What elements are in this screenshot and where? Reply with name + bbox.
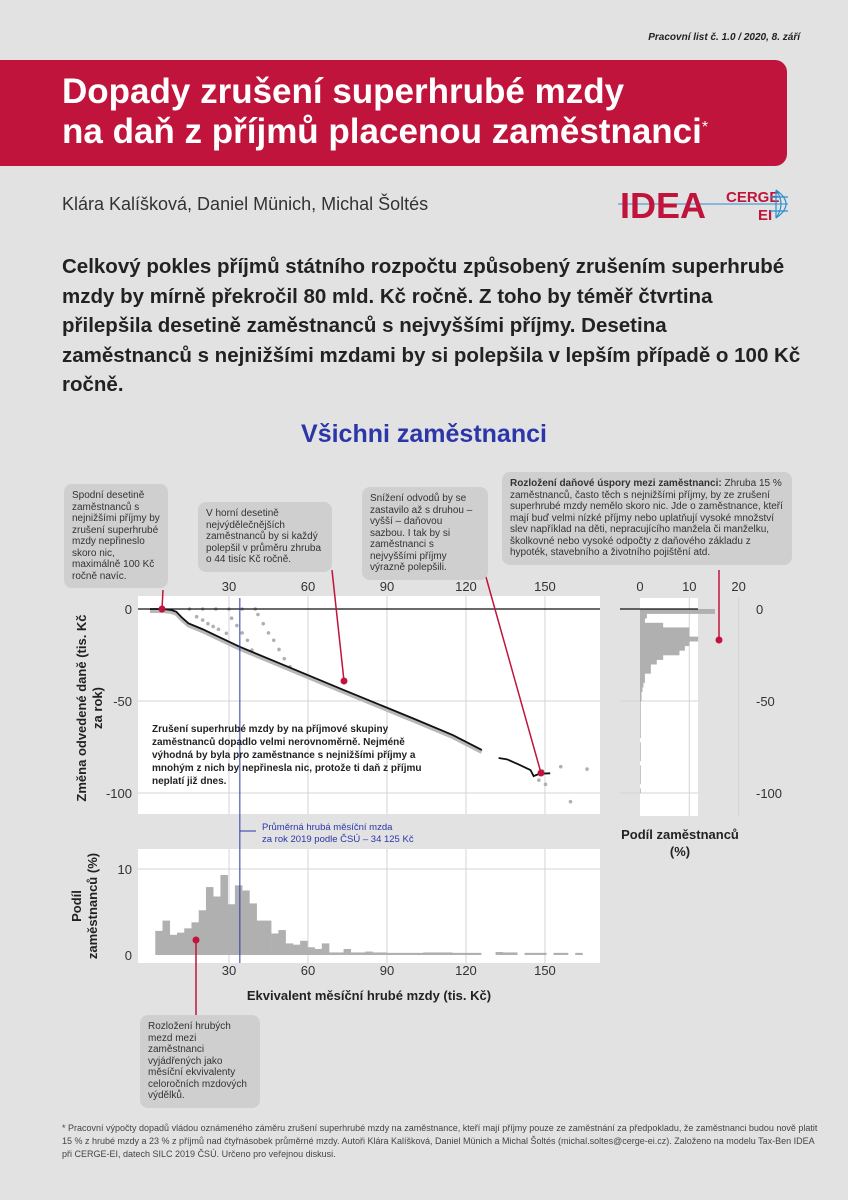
idea-cerge-logo	[618, 180, 793, 224]
hist-bar	[155, 931, 163, 955]
right-hist-bar	[640, 627, 689, 632]
right-hist-bar	[640, 623, 663, 628]
scatter-point	[585, 767, 589, 771]
main-y-axis-label: Změna odvedené daně (tis. Kč za rok)	[74, 614, 105, 802]
right-hist-bar	[640, 710, 641, 715]
hist-bar	[220, 875, 228, 955]
hist-bar	[387, 953, 395, 955]
hist-bar	[445, 952, 453, 955]
main-y-tick-label: -100	[105, 786, 132, 801]
hist-bar	[510, 952, 518, 955]
right-hist-x-axis-label: Podíl zaměstnanců (%)	[621, 827, 739, 859]
title-line-2-text: na daň z příjmů placenou zaměstnanci	[62, 112, 702, 151]
main-x-tick-label: 120	[455, 579, 477, 594]
hist-bar	[257, 921, 265, 955]
hist-x-tick-label: 30	[221, 963, 237, 978]
scatter-point	[569, 800, 573, 804]
hist-bar	[264, 921, 272, 955]
hist-bar	[372, 952, 380, 955]
callout-distribution	[502, 472, 792, 565]
hist-bar	[300, 941, 308, 955]
authors: Klára Kalíšková, Daniel Münich, Michal Šoltés	[62, 194, 429, 214]
hist-x-tick-label: 150	[534, 963, 556, 978]
main-x-tick-label: 90	[379, 579, 395, 594]
hist-bar	[163, 921, 171, 955]
hist-bar	[249, 903, 257, 955]
hist-bar	[503, 952, 511, 955]
page-title	[62, 72, 708, 152]
hist-bar	[242, 891, 250, 956]
main-y-tick-label: 0	[124, 602, 132, 617]
right-hist-bar	[640, 660, 657, 665]
hist-bar	[459, 953, 467, 955]
scatter-point	[240, 631, 244, 635]
lead-paragraph: Celkový pokles příjmů státního rozpočtu způsobený zrušením superhrubé mzdy by mírně překročil 80 mld. Kč ročně. Z toho by téměř čtvrtina přilepšila desetině zaměstnanců s nejvyššími příjmy. Desetina zaměstnanců s nejnižšími mzdami by si polepšila v lepším případě o 100 Kč ročně.	[62, 255, 801, 396]
logo-idea: IDEA	[620, 185, 707, 224]
hist-bar	[271, 934, 279, 956]
hist-x-tick-label: 120	[455, 963, 477, 978]
right-hist-bar	[640, 655, 663, 660]
right-y-tick-label: 0	[756, 602, 764, 617]
right-hist-bar	[640, 609, 715, 614]
hist-bar	[532, 953, 540, 955]
callout-dot	[716, 637, 723, 644]
hist-bar	[184, 928, 192, 955]
scatter-point	[225, 631, 229, 635]
right-hist-bar	[640, 756, 641, 761]
hist-bar	[438, 952, 446, 955]
right-hist-bar	[640, 770, 641, 775]
right-hist-bar	[640, 687, 642, 692]
right-hist-bar	[640, 692, 641, 697]
hist-bar	[467, 953, 475, 955]
right-hist-bar	[640, 706, 641, 711]
hist-bar	[235, 885, 243, 955]
right-hist-bar	[640, 618, 645, 623]
hist-bar	[380, 952, 388, 955]
hist-bar	[474, 953, 482, 955]
footnote: * Pracovní výpočty dopadů vládou oznámeného záměru zrušení superhrubé mzdy na zaměstnance, kteří mají příjmy pouze ze zaměstnání za předpokladu, že zaměstnanci budou nově platit 15 % z hrubé mzdy a 23 % z příjmů nad čtyřnásobek průměrné mzdy. Autoři Klára Kalíšková, Daniel Münich a Michal Šoltés (michal.soltes@cerge-ei.cz). Založeno na modelu Tax-Ben IDEA při CERGE-EI, datech SILC 2019 ČSÚ. Určeno pro veřejnou diskusi.	[62, 1123, 818, 1159]
scatter-point	[206, 622, 210, 626]
title-line-1: Dopady zrušení superhrubé mzdy	[62, 72, 625, 111]
callout-bottom-decile: Spodní desetině zaměstnanců s nejnižšími příjmy by zrušení superhrubé mzdy nepřineslo skoro nic, maximálně 100 Kč ročně navíc.	[64, 484, 168, 588]
scatter-point	[537, 778, 541, 782]
right-hist-bar	[640, 719, 641, 724]
right-hist-bar	[640, 729, 641, 734]
callout-distribution-heading: Rozložení daňové úspory mezi zaměstnanci:	[510, 478, 722, 489]
right-hist-bar	[640, 779, 641, 784]
hist-bar	[416, 953, 424, 955]
right-hist-bar	[640, 664, 651, 669]
hist-bar	[430, 952, 438, 955]
title-line-2	[62, 112, 708, 152]
hist-x-tick-label: 90	[379, 963, 395, 978]
hist-bar	[452, 953, 460, 955]
hist-bar	[293, 945, 301, 955]
right-hist-bar	[640, 669, 651, 674]
callout-wage-distribution: Rozložení hrubých mezd mezi zaměstnanci vyjádřených jako měsíční ekvivalenty celoročních mzdových výdělků.	[140, 1015, 260, 1108]
logo-cerge: CERGE	[726, 189, 780, 206]
right-hist-bar	[640, 678, 645, 683]
hist-y-tick-label: 0	[124, 948, 132, 963]
right-hist-bar	[640, 696, 641, 701]
worksheet-meta: Pracovní list č. 1.0 / 2020, 8. září	[648, 32, 800, 43]
hist-bar	[278, 930, 286, 955]
right-hist-bar	[640, 752, 641, 757]
callout-dot	[341, 678, 348, 685]
right-hist-bar	[640, 733, 641, 738]
scatter-point	[559, 765, 563, 769]
right-hist-bar	[640, 614, 647, 619]
scatter-point	[267, 631, 271, 635]
callout-top-decile: V horní desetině nejvýdělečnějších zaměstnanců by si každý polepšil v průměru zhruba o 44 tisíc Kč ročně.	[198, 502, 332, 572]
hist-bar	[401, 953, 409, 955]
hist-bar	[496, 952, 504, 955]
hist-bar	[539, 953, 547, 955]
right-x-tick-label: 20	[731, 579, 746, 594]
right-hist-bar	[640, 637, 698, 642]
right-hist-bar	[640, 641, 689, 646]
scatter-point	[195, 615, 199, 619]
callout-distribution-text: Zhruba 15 % zaměstnanců, často těch s nejnižšími příjmy, by ze zrušení superhrubé mzdy nemělo skoro nic. Jde o zaměstnance, kteří mají buď velmi nízké příjmy nebo uplatňují vysoké množství slev například na děti, nepracujícího manžela či manželku, školkovné nebo vysoké odpočty z daňového základu z hypoték, stavebního a životního pojištění atd.	[510, 478, 783, 558]
hist-bar	[423, 952, 431, 955]
hist-bar	[525, 953, 533, 955]
hist-bar	[177, 933, 185, 955]
scatter-point	[230, 616, 234, 620]
hist-bar	[554, 953, 562, 955]
right-hist-bar	[640, 765, 641, 770]
scatter-point	[235, 624, 239, 628]
x-axis-label: Ekvivalent měsíční hrubé mzdy (tis. Kč)	[246, 988, 492, 1003]
hist-bar	[575, 953, 583, 955]
scatter-point	[246, 638, 250, 642]
scatter-point	[211, 625, 215, 629]
hist-bar	[351, 952, 359, 955]
right-hist-bar	[640, 715, 641, 720]
callout-second-rate: Snížení odvodů by se zastavilo až s druhou – vyšší – daňovou sazbou. I tak by si zaměstnanci s nejvyššími příjmy výrazně polepšili.	[362, 487, 488, 580]
hist-bar	[344, 949, 352, 955]
scatter-point	[544, 783, 548, 787]
scatter-point	[256, 613, 260, 617]
hist-bar	[336, 952, 344, 955]
hist-bar	[322, 943, 330, 955]
hist-bar	[286, 943, 294, 955]
hist-bar	[329, 952, 337, 955]
hist-bar	[315, 949, 323, 955]
footnote-mark: *	[701, 119, 709, 136]
right-hist-bar	[640, 673, 645, 678]
main-x-tick-label: 30	[221, 579, 237, 594]
callout-dot	[538, 770, 545, 777]
hist-bar	[358, 952, 366, 955]
right-hist-bar	[640, 747, 641, 752]
callout-dot	[159, 606, 166, 613]
scatter-point	[282, 657, 286, 661]
right-hist-bar	[640, 788, 641, 793]
hist-bar	[228, 904, 236, 955]
hist-bar	[206, 887, 214, 955]
main-y-tick-label: -50	[113, 694, 132, 709]
scatter-point	[261, 622, 265, 626]
right-hist-bar	[640, 701, 641, 706]
hist-bar	[199, 910, 207, 955]
right-hist-bar	[640, 632, 689, 637]
hist-bar	[365, 952, 373, 955]
average-wage-label	[262, 822, 414, 846]
right-y-tick-label: -50	[756, 694, 775, 709]
hist-bar	[394, 953, 402, 955]
right-hist-bar	[640, 724, 641, 729]
main-x-tick-label: 60	[300, 579, 316, 594]
hist-bar	[307, 947, 315, 955]
hist-y-tick-label: 10	[117, 862, 132, 877]
right-hist-bar	[640, 775, 641, 780]
chart-annotation: Zrušení superhrubé mzdy by na příjmové skupiny zaměstnanců dopadlo velmi nerovnoměrně. Nejméně výhodná by byla pro zaměstnance s nejnižšími příjmy a mnohým z nich by nepřinesla nic, protože ti daň z příjmu neplatí již dnes.	[152, 724, 422, 787]
right-y-tick-label: -100	[756, 786, 783, 801]
logo-ei: EI	[758, 207, 773, 224]
scatter-point	[272, 638, 276, 642]
right-hist-bar	[640, 646, 685, 651]
scatter-point	[217, 627, 221, 631]
average-wage-label-2: za rok 2019 podle ČSÚ – 34 125 Kč	[262, 834, 414, 845]
hist-bar	[170, 935, 178, 955]
right-x-tick-label: 10	[682, 579, 697, 594]
right-hist-bar	[640, 650, 679, 655]
hist-x-tick-label: 60	[300, 963, 316, 978]
right-x-tick-label: 0	[636, 579, 644, 594]
main-x-tick-label: 150	[534, 579, 556, 594]
right-hist-bar	[640, 683, 643, 688]
callout-dot	[193, 937, 200, 944]
hist-bar	[409, 953, 417, 955]
average-wage-label-1: Průměrná hrubá měsíční mzda	[262, 822, 393, 833]
section-title: Všichni zaměstnanci	[301, 420, 547, 448]
scatter-point	[277, 648, 281, 652]
hist-bar	[213, 897, 221, 955]
right-hist-bar	[640, 742, 641, 747]
hist-y-axis-label: Podíl zaměstnanců (%)	[69, 852, 100, 960]
hist-bar	[561, 953, 569, 955]
scatter-point	[201, 618, 205, 622]
